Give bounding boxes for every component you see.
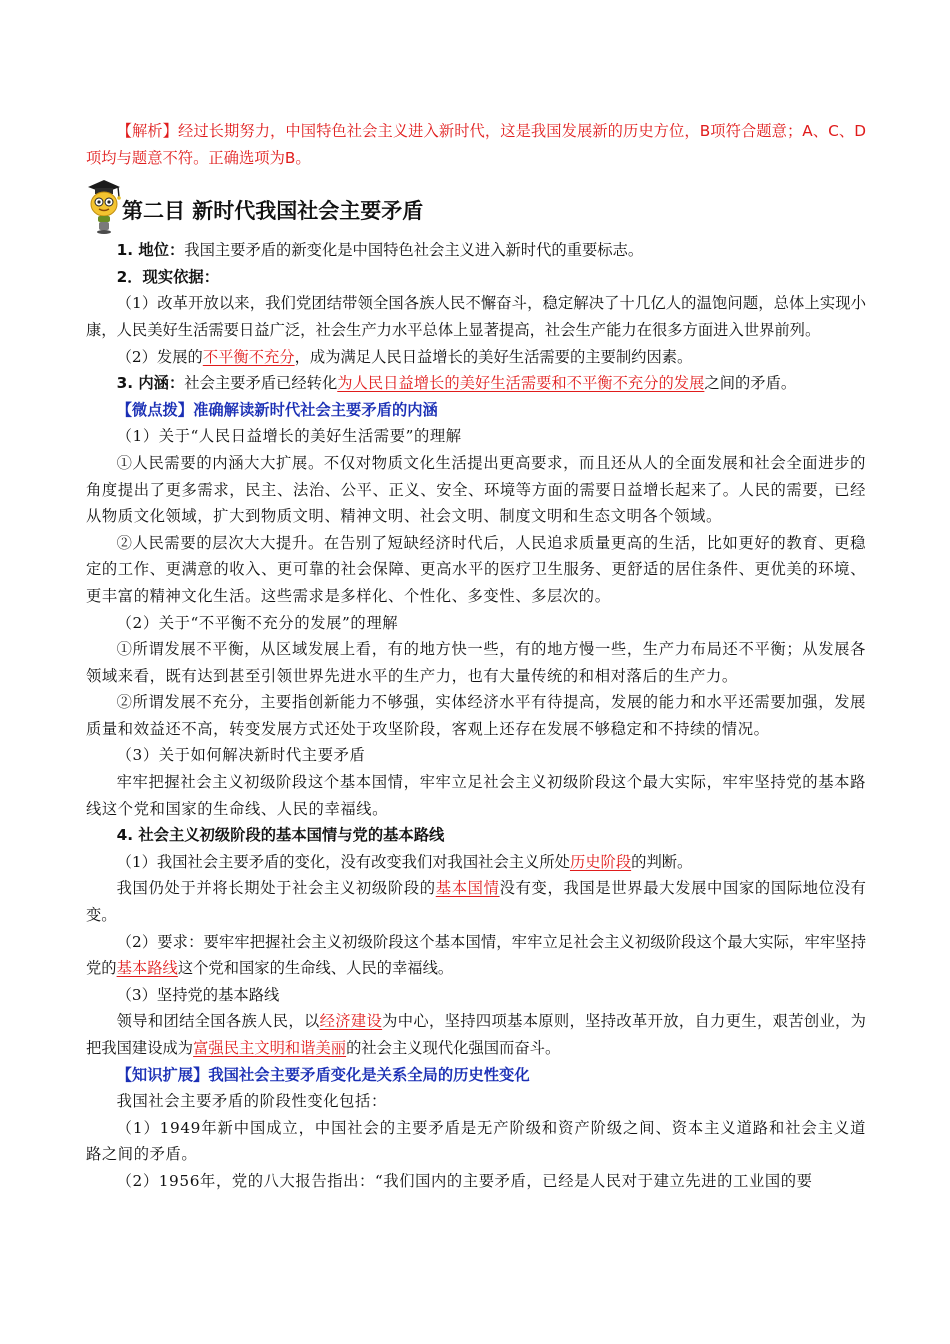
p2-1: （1）改革开放以来，我们党团结带领全国各族人民不懈奋斗，稳定解决了十几亿人的温饱问题，总体上实现小康，人民美好生活需要日益广泛，社会生产力水平总体上显著提高，社会生产能力在很多方面进入世界前列。 <box>86 294 866 339</box>
p4-1-a: （1）我国社会主要矛盾的变化，没有改变我们对我国社会主义所处 <box>116 852 570 871</box>
p4-1b-b: 没有变，我国是世界最大发展中国家的国际地位没有变。 <box>86 879 866 925</box>
p3-underline: 为人民日益增长的美好生活需要和不平衡不充分的发展 <box>337 374 705 393</box>
p4-3b-underline-1: 经济建设 <box>319 1012 383 1031</box>
p4-3b-underline-2: 富强民主文明和谐美丽 <box>193 1039 347 1057</box>
p4-2-b: 这个党和国家的生命线、人民的幸福线。 <box>177 959 454 978</box>
p2-2 <box>86 344 866 371</box>
tip-2-2: ②所谓发展不充分，主要指创新能力不够强，实体经济水平有待提高，发展的能力和水平还需要加强，发展质量和效益还不高，转变发展方式还处于攻坚阶段，客观上还存在发展不够稳定和不持续的情况。 <box>86 693 866 738</box>
tip-3: （3）关于如何解决新时代主要矛盾 <box>116 746 366 765</box>
p4-heading: 4. 社会主义初级阶段的基本国情与党的基本路线 <box>116 826 445 845</box>
analysis-text: 经过长期努力，中国特色社会主义进入新时代，这是我国发展新的历史方位，B项符合题意；A、C、D项均与题意不符。正确选项为B。 <box>86 122 866 167</box>
p3-b: 之间的矛盾。 <box>704 374 797 393</box>
tip-heading: 【微点拨】准确解读新时代社会主要矛盾的内涵 <box>116 400 438 419</box>
p4-3b-a: 领导和团结全国各族人民，以 <box>116 1012 320 1031</box>
p4-1b-underline: 基本国情 <box>435 879 500 898</box>
p1-text: 我国主要矛盾的新变化是中国特色社会主义进入新时代的重要标志。 <box>184 241 644 260</box>
p4-3b <box>86 1008 866 1061</box>
p4-1-underline: 历史阶段 <box>569 852 632 871</box>
tip-1-1: ①人民需要的内涵大大扩展。不仅对物质文化生活提出更高要求，而且还从人的全面发展和社会全面进步的角度提出了更多需求，民主、法治、公平、正义、安全、环境等方面的需要日益增长起来了。人民的需要，已经从物质文化领域，扩大到物质文明、精神文明、社会文明、制度文明和生态文明各个领域。 <box>86 453 866 526</box>
section-title: 第二目 新时代我国社会主要矛盾 <box>122 199 424 224</box>
p2-2-b: ，成为满足人民日益增长的美好生活需要的主要制约因素。 <box>294 347 693 366</box>
p2-2-underline: 不平衡不充分 <box>202 347 295 366</box>
p1-position <box>86 237 866 264</box>
p4-1-b: 的判断。 <box>631 852 693 871</box>
p2-2-a: （2）发展的 <box>116 347 203 366</box>
p4-3b-c: 的社会主义现代化强国而奋斗。 <box>346 1039 561 1057</box>
p4-2-underline: 基本路线 <box>116 959 178 978</box>
p2-label: 2．现实依据： <box>116 267 220 286</box>
p4-2-a: （2）要求：要牢牢把握社会主义初级阶段这个基本国情，牢牢立足社会主义初级阶段这个最大实际，牢牢坚持党的 <box>86 932 866 978</box>
tip-2: （2）关于“不平衡不充分的发展”的理解 <box>116 613 399 632</box>
section-heading <box>86 177 866 235</box>
analysis-label: 【解析】 <box>116 122 178 140</box>
p4-1b <box>86 875 866 928</box>
p3-a: 社会主要矛盾已经转化 <box>184 374 338 393</box>
p1-label: 1. 地位： <box>116 241 185 260</box>
ext-0: 我国社会主要矛盾的阶段性变化包括： <box>116 1092 387 1111</box>
tip-1: （1）关于“人民日益增长的美好生活需要”的理解 <box>116 427 462 446</box>
tip-1-2: ②人民需要的层次大大提升。在告别了短缺经济时代后，人民追求质量更高的生活，比如更好的教育、更稳定的工作、更满意的收入、更可靠的社会保障、更高水平的医疗卫生服务、更舒适的居住条件、更优美的环境、更丰富的精神文化生活。这些需求是多样化、个性化、多变性、多层次的。 <box>86 533 866 605</box>
document-page <box>86 118 866 1195</box>
analysis-paragraph <box>86 118 866 171</box>
ext-2: （2）1956年，党的八大报告指出：“我们国内的主要矛盾，已经是人民对于建立先进的工业国的要 <box>116 1171 813 1190</box>
thinking-student-icon <box>82 177 122 235</box>
p3-label: 3. 内涵： <box>116 374 185 393</box>
p4-1 <box>86 849 866 876</box>
tip-2-1: ①所谓发展不平衡，从区域发展上看，有的地方快一些，有的地方慢一些，生产力布局还不平衡；从发展各领域来看，既有达到甚至引领世界先进水平的生产力，也有大量传统的和相对落后的生产力。 <box>86 640 866 685</box>
p3-connotation <box>86 370 866 397</box>
p4-2 <box>86 929 866 982</box>
extension-heading: 【知识扩展】我国社会主要矛盾变化是关系全局的历史性变化 <box>116 1065 530 1084</box>
ext-1: （1）1949年新中国成立，中国社会的主要矛盾是无产阶级和资产阶级之间、资本主义道路和社会主义道路之间的矛盾。 <box>86 1118 866 1164</box>
tip-3-1: 牢牢把握社会主义初级阶段这个基本国情，牢牢立足社会主义初级阶段这个最大实际，牢牢坚持党的基本路线这个党和国家的生命线、人民的幸福线。 <box>86 773 866 818</box>
p4-1b-a: 我国仍处于并将长期处于社会主义初级阶段的 <box>116 879 436 898</box>
p4-3b-b: 为中心，坚持四项基本原则，坚持改革开放，自力更生，艰苦创业，为把我国建设成为 <box>86 1012 866 1057</box>
p4-3: （3）坚持党的基本路线 <box>116 985 280 1004</box>
